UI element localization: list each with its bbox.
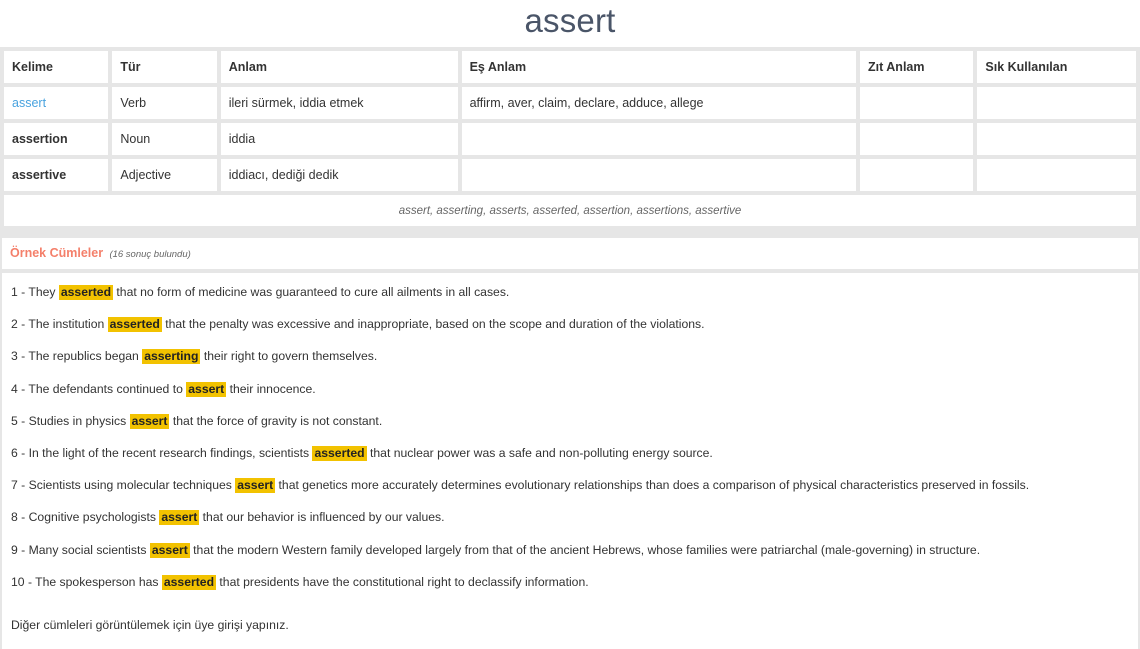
highlighted-word: asserted (163, 574, 215, 589)
type-cell: Noun (112, 123, 216, 155)
highlighted-word: assert (131, 413, 168, 428)
highlighted-word: assert (151, 542, 188, 557)
sentence-text: 2 - The institution (11, 317, 105, 332)
list-item (11, 347, 1129, 379)
meaning-cell: ileri sürmek, iddia etmek (221, 87, 458, 119)
antonyms-cell (860, 123, 973, 155)
examples-count: (16 sonuç bulundu) (109, 249, 191, 260)
antonyms-cell (860, 87, 973, 119)
sentence-text: 3 - The republics began (11, 349, 139, 364)
sentence-text: 10 - The spokesperson has (11, 574, 159, 589)
word-cell: assertive (4, 159, 108, 191)
sentence-text: that our behavior is influenced by our values. (202, 510, 445, 525)
highlighted-word: asserted (60, 285, 112, 299)
sentence-text: that presidents have the constitutional right to declassify information. (219, 574, 589, 589)
highlighted-word: assert (161, 510, 198, 525)
synonyms-cell: affirm, aver, claim, declare, adduce, allege (462, 87, 856, 119)
meaning-cell: iddiacı, dediği dedik (221, 159, 458, 191)
synonyms-cell (462, 159, 856, 191)
sentence-text: 9 - Many social scientists (11, 542, 147, 557)
sentence-text: that the penalty was excessive and inappropriate, based on the scope and duration of the violations. (165, 317, 705, 332)
list-item (11, 315, 1129, 347)
header-zit-anlam: Zıt Anlam (860, 51, 973, 83)
word-forms: assert, asserting, asserts, asserted, assertion, assertions, assertive (4, 195, 1136, 226)
header-kelime: Kelime (4, 51, 108, 83)
header-anlam: Anlam (221, 51, 458, 83)
header-es-anlam: Eş Anlam (462, 51, 856, 83)
sentence-text: 1 - They (11, 285, 56, 299)
table-row (4, 159, 1136, 191)
list-item (11, 444, 1129, 476)
login-prompt: Diğer cümleleri görüntülemek için üye girişi yapınız. (11, 617, 289, 632)
synonyms-cell (462, 123, 856, 155)
frequent-cell (977, 87, 1136, 119)
list-item (11, 476, 1129, 508)
word-table (0, 47, 1140, 230)
word-cell: assertion (4, 123, 108, 155)
sentence-text: that nuclear power was a safe and non-polluting energy source. (370, 445, 713, 460)
forms-row (4, 195, 1136, 226)
list-item (11, 283, 1129, 315)
sentence-text: that the force of gravity is not constant. (172, 413, 383, 428)
sentence-text: 7 - Scientists using molecular techniques (11, 478, 232, 493)
header-tur: Tür (112, 51, 216, 83)
list-item (11, 541, 1129, 573)
antonyms-cell (860, 159, 973, 191)
table-row (4, 87, 1136, 119)
example-sentences (2, 273, 1138, 649)
type-cell: Adjective (112, 159, 216, 191)
highlighted-word: asserted (314, 445, 365, 460)
highlighted-word: asserted (109, 317, 160, 332)
type-cell: Verb (112, 87, 216, 119)
word-link-assert[interactable]: assert (4, 87, 108, 119)
examples-header (2, 238, 1138, 269)
sentence-text: their right to govern themselves. (203, 349, 378, 364)
sentence-text: that genetics more accurately determines evolutionary relationships than does a comparison of physical characteristics preserved in fossils. (278, 478, 1030, 493)
list-item (11, 412, 1129, 444)
frequent-cell (977, 123, 1136, 155)
page-title: assert (524, 2, 616, 39)
list-item (11, 508, 1129, 540)
sentence-text: that the modern Western family developed largely from that of the ancient Hebrews, whose families were patriarchal (male-governing) in structure. (193, 542, 981, 557)
meaning-cell: iddia (221, 123, 458, 155)
frequent-cell (977, 159, 1136, 191)
sentence-text: 8 - Cognitive psychologists (11, 510, 156, 525)
list-item (11, 380, 1129, 412)
table-row (4, 123, 1136, 155)
sentence-text: their innocence. (229, 381, 316, 396)
table-header-row (4, 51, 1136, 83)
highlighted-word: assert (237, 478, 274, 493)
highlighted-word: asserting (144, 349, 199, 364)
examples-title: Örnek Cümleler (10, 246, 104, 260)
sentence-text: 5 - Studies in physics (11, 413, 127, 428)
sentence-text: 6 - In the light of the recent research findings, scientists (11, 445, 310, 460)
header-sik-kullanilan: Sık Kullanılan (977, 51, 1136, 83)
list-item (11, 573, 1129, 605)
sentence-text: that no form of medicine was guaranteed to cure all ailments in all cases. (116, 285, 510, 299)
highlighted-word: assert (188, 381, 225, 396)
sentence-text: 4 - The defendants continued to (11, 381, 183, 396)
content-frame (0, 47, 1140, 649)
